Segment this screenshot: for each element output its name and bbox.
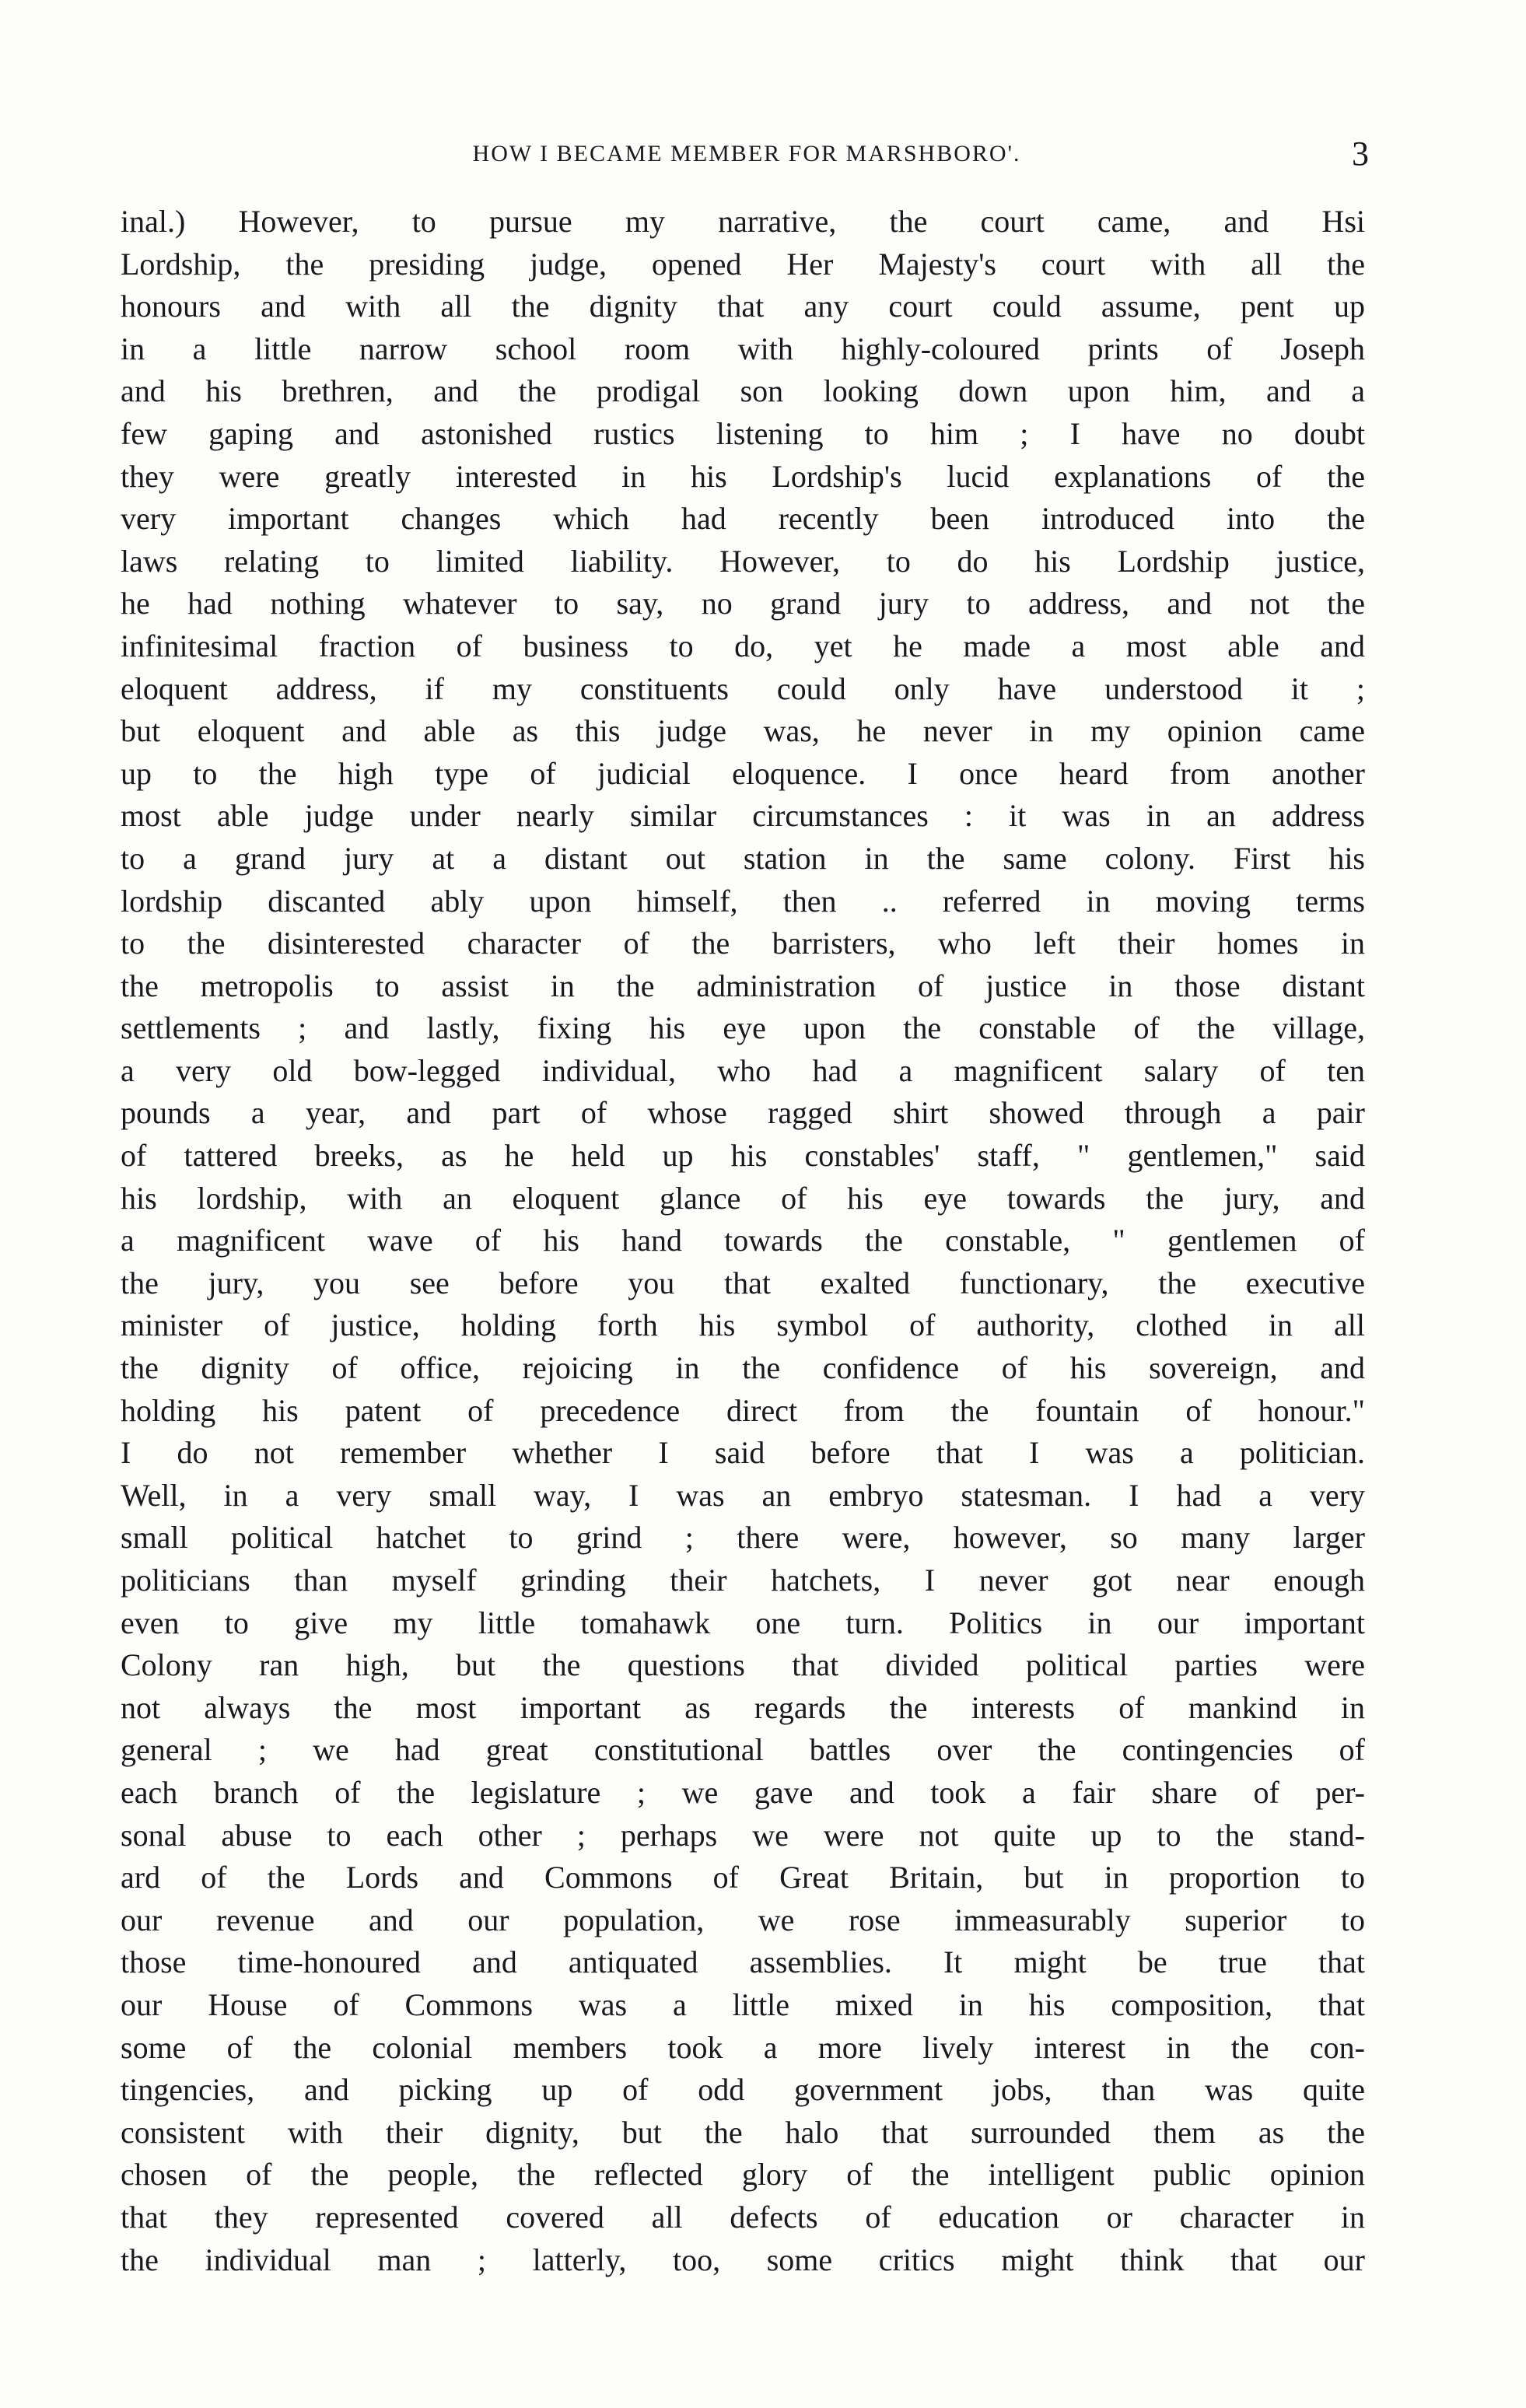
text-line: but eloquent and able as this judge was, he never in my opinion came [121,713,1365,749]
text-line: minister of justice, holding forth his symbol of authority, clothed in all [121,1307,1365,1343]
text-line: not always the most important as regards the interests of mankind in [121,1689,1365,1725]
running-head [124,131,1369,177]
running-title: HOW I BECAME MEMBER FOR MARSHBORO'. [472,141,1021,166]
page-number: 3 [1352,135,1369,173]
text-line: honours and with all the dignity that any court could assume, pent up [121,289,1365,324]
text-line: very important changes which had recently been introduced into the [121,501,1365,537]
text-line: eloquent address, if my constituents could only have understood it ; [121,670,1365,706]
text-line: most able judge under nearly similar circumstances : it was in an address [121,798,1365,834]
text-line: in a little narrow school room with highly-coloured prints of Joseph [121,331,1365,366]
text-line: I do not remember whether I said before that I was a politician. [121,1435,1365,1471]
text-line: that they represented covered all defects of education or character in [121,2199,1365,2235]
text-line: politicians than myself grinding their hatchets, I never got near enough [121,1563,1365,1598]
text-line: ard of the Lords and Commons of Great Britain, but in proportion to [121,1860,1365,1895]
text-line: lordship discanted ably upon himself, then .. referred in moving terms [121,883,1365,919]
text-line: a very old bow-legged individual, who had a magnificent salary of ten [121,1052,1365,1088]
text-line: general ; we had great constitutional battles over the contingencies of [121,1732,1365,1768]
text-line: and his brethren, and the prodigal son looking down upon him, and a [121,373,1365,409]
body-text [121,201,1365,2281]
text-line: to the disinterested character of the barristers, who left their homes in [121,926,1365,961]
text-line: inal.) However, to pursue my narrative, the court came, and Hsi [121,204,1365,239]
text-line: small political hatchet to grind ; there were, however, so many larger [121,1520,1365,1556]
text-line: each branch of the legislature ; we gave and took a fair share of per- [121,1774,1365,1810]
text-line: Lordship, the presiding judge, opened Her Majesty's court with all the [121,246,1365,282]
text-line: they were greatly interested in his Lordship's lucid explanations of the [121,458,1365,494]
text-line: a magnificent wave of his hand towards the constable, " gentlemen of [121,1223,1365,1258]
text-line: consistent with their dignity, but the halo that surrounded them as the [121,2114,1365,2150]
text-line: the individual man ; latterly, too, some critics might think that our [121,2242,1365,2277]
text-line: Well, in a very small way, I was an embryo statesman. I had a very [121,1477,1365,1513]
text-line: pounds a year, and part of whose ragged shirt showed through a pair [121,1095,1365,1131]
text-line: the jury, you see before you that exalted functionary, the executive [121,1265,1365,1300]
text-line: the dignity of office, rejoicing in the confidence of his sovereign, and [121,1350,1365,1386]
text-line: to a grand jury at a distant out station in the same colony. First his [121,840,1365,876]
text-line: infinitesimal fraction of business to do, yet he made a most able and [121,628,1365,663]
text-line: even to give my little tomahawk one turn. Politics in our important [121,1605,1365,1640]
text-line: holding his patent of precedence direct from the fountain of honour." [121,1392,1365,1428]
text-line: those time-honoured and antiquated assemblies. It might be true that [121,1944,1365,1980]
text-line: our House of Commons was a little mixed in his composition, that [121,1986,1365,2022]
text-line: up to the high type of judicial eloquence. I once heard from another [121,755,1365,791]
text-line: his lordship, with an eloquent glance of his eye towards the jury, and [121,1180,1365,1216]
text-line: some of the colonial members took a more lively interest in the con- [121,2029,1365,2065]
text-line: the metropolis to assist in the administration of justice in those distant [121,968,1365,1003]
text-line: sonal abuse to each other ; perhaps we were not quite up to the stand- [121,1817,1365,1853]
text-line: Colony ran high, but the questions that divided political parties were [121,1647,1365,1683]
text-line: settlements ; and lastly, fixing his eye upon the constable of the village, [121,1010,1365,1046]
text-line: tingencies, and picking up of odd government jobs, than was quite [121,2072,1365,2108]
text-line: few gaping and astonished rustics listening to him ; I have no doubt [121,415,1365,451]
text-line: laws relating to limited liability. However, to do his Lordship justice, [121,543,1365,579]
text-line: chosen of the people, the reflected glory of the intelligent public opinion [121,2157,1365,2193]
text-line: of tattered breeks, as he held up his constables' staff, " gentlemen," said [121,1138,1365,1174]
text-line: he had nothing whatever to say, no grand jury to address, and not the [121,586,1365,621]
text-line: our revenue and our population, we rose immeasurably superior to [121,1902,1365,1937]
